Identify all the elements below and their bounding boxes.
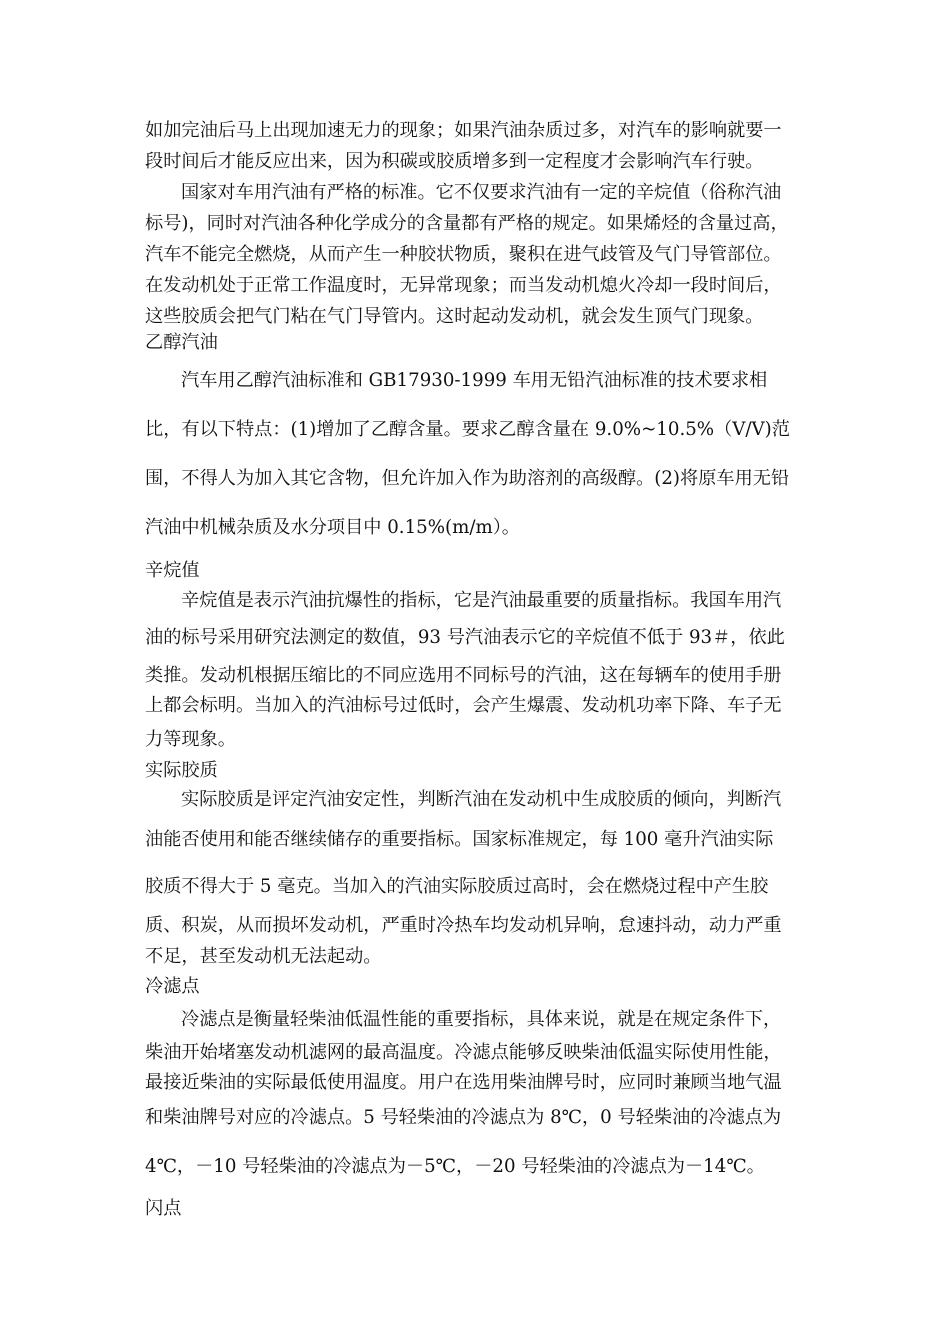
body-text-line: 这些胶质会把气门粘在气门导管内。这时起动发动机，就会发生顶气门现象。 xyxy=(145,306,764,327)
section-heading-gum: 实际胶质 xyxy=(145,760,218,781)
section-heading-octane: 辛烷值 xyxy=(145,560,200,581)
body-text-line: 汽车用乙醇汽油标准和 GB17930-1999 车用无铅汽油标准的技术要求相 xyxy=(181,370,768,391)
body-text-line: 如加完油后马上出现加速无力的现象；如果汽油杂质过多，对汽车的影响就要一 xyxy=(145,120,782,141)
body-text-line: 汽车不能完全燃烧，从而产生一种胶状物质，聚积在进气歧管及气门导管部位。 xyxy=(145,244,782,265)
body-text-line: 和柴油牌号对应的冷滤点。5 号轻柴油的冷滤点为 8℃，0 号轻柴油的冷滤点为 xyxy=(145,1107,782,1128)
section-heading-flash: 闪点 xyxy=(145,1198,182,1219)
body-text-line: 柴油开始堵塞发动机滤网的最高温度。冷滤点能够反映柴油低温实际使用性能， xyxy=(145,1042,782,1063)
body-text-line: 围，不得人为加入其它含物，但允许加入作为助溶剂的高级醇。(2)将原车用无铅 xyxy=(145,468,790,489)
body-text-line: 4℃，－10 号轻柴油的冷滤点为－5℃，－20 号轻柴油的冷滤点为－14℃。 xyxy=(145,1156,765,1177)
body-text-line: 胶质不得大于 5 毫克。当加入的汽油实际胶质过高时，会在燃烧过程中产生胶 xyxy=(145,876,769,897)
body-text-line: 油能否使用和能否继续储存的重要指标。国家标准规定，每 100 毫升汽油实际 xyxy=(145,829,774,850)
body-text-line: 上都会标明。当加入的汽油标号过低时，会产生爆震、发动机功率下降、车子无 xyxy=(145,695,782,716)
body-text-line: 国家对车用汽油有严格的标准。它不仅要求汽油有一定的辛烷值（俗称汽油 xyxy=(181,182,782,203)
body-text-line: 在发动机处于正常工作温度时，无异常现象；而当发动机熄火冷却一段时间后， xyxy=(145,275,782,296)
body-text-line: 冷滤点是衡量轻柴油低温性能的重要指标，具体来说，就是在规定条件下， xyxy=(181,1009,782,1030)
body-text-line: 标号)，同时对汽油各种化学成分的含量都有严格的规定。如果烯烃的含量过高， xyxy=(145,213,789,234)
body-text-line: 汽油中机械杂质及水分项目中 0.15%(m/m）。 xyxy=(145,517,520,538)
body-text-line: 段时间后才能反应出来，因为积碳或胶质增多到一定程度才会影响汽车行驶。 xyxy=(145,151,764,172)
body-text-line: 质、积炭，从而损坏发动机，严重时冷热车均发动机异响，怠速抖动，动力严重 xyxy=(145,915,782,936)
body-text-line: 比，有以下特点：(1)增加了乙醇含量。要求乙醇含量在 9.0%~10.5%（V/V)范 xyxy=(145,419,790,440)
body-text-line: 油的标号采用研究法测定的数值，93 号汽油表示它的辛烷值不低于 93＃，依此 xyxy=(145,627,785,648)
body-text-line: 最接近柴油的实际最低使用温度。用户在选用柴油牌号时，应同时兼顾当地气温 xyxy=(145,1072,782,1093)
body-text-line: 辛烷值是表示汽油抗爆性的指标，它是汽油最重要的质量指标。我国车用汽 xyxy=(181,590,782,611)
body-text-line: 不足，甚至发动机无法起动。 xyxy=(145,946,382,967)
section-heading-ethanol: 乙醇汽油 xyxy=(145,332,218,353)
body-text-line: 力等现象。 xyxy=(145,729,236,750)
body-text-line: 类推。发动机根据压缩比的不同应选用不同标号的汽油，这在每辆车的使用手册 xyxy=(145,665,782,686)
body-text-line: 实际胶质是评定汽油安定性，判断汽油在发动机中生成胶质的倾向，判断汽 xyxy=(181,789,782,810)
section-heading-cfpp: 冷滤点 xyxy=(145,976,200,997)
